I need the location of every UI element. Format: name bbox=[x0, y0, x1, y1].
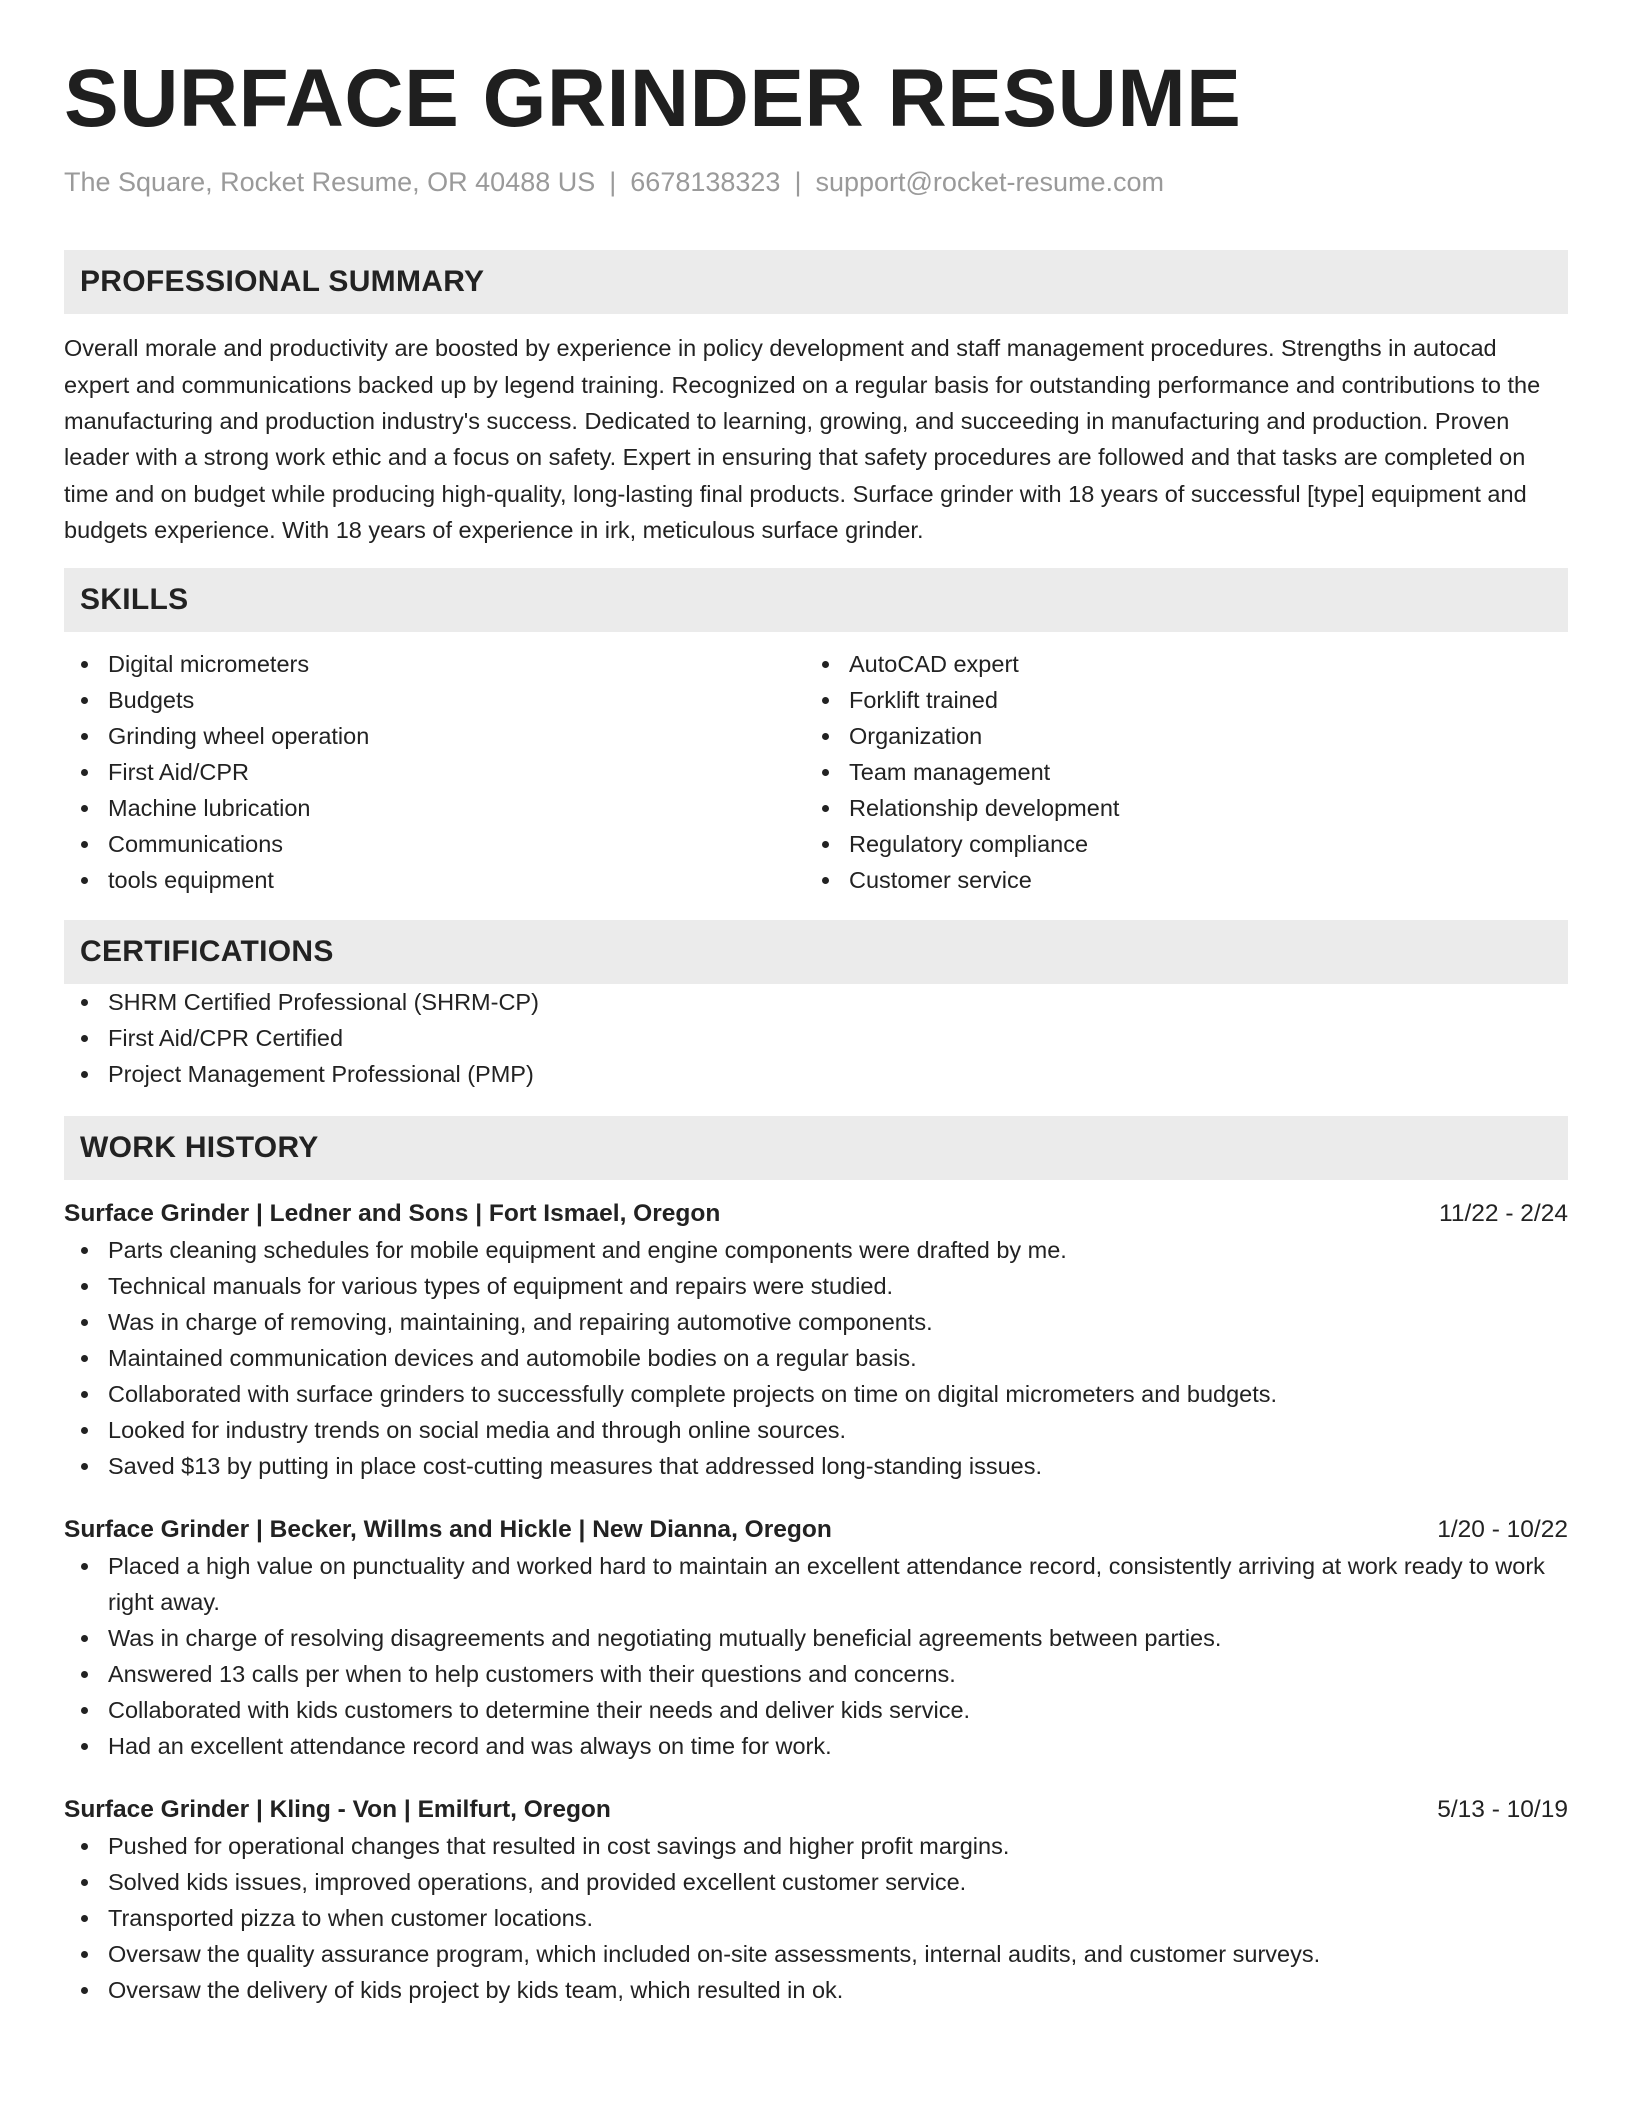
job-duty-item: Collaborated with kids customers to determine their needs and deliver kids service. bbox=[64, 1692, 1568, 1728]
resume-title: SURFACE GRINDER RESUME bbox=[64, 53, 1242, 144]
job-entry bbox=[64, 1792, 1568, 2008]
job-header bbox=[64, 1196, 1568, 1232]
job-duty-item: Pushed for operational changes that resulted in cost savings and higher profit margins. bbox=[64, 1828, 1568, 1864]
phone-text: 6678138323 bbox=[630, 167, 781, 197]
skills-column-left bbox=[64, 646, 805, 898]
skill-item: Forklift trained bbox=[805, 682, 1546, 718]
summary-text: Overall morale and productivity are boosted by experience in policy development and staff management procedures. Strengths in autocad expert and communications backed up by legend training. Recognized on a regular basis for outstanding performance and contributions to the manufacturing and production industry's success. Dedicated to learning, growing, and succeeding in manufacturing and production. Proven leader with a strong work ethic and a focus on safety. Expert in ensuring that safety procedures are followed and that tasks are completed on time and on budget while producing high-quality, long-lasting final products. Surface grinder with 18 years of successful [type] equipment and budgets experience. With 18 years of experience in irk, meticulous surface grinder. bbox=[64, 335, 1541, 543]
job-duty-item: Placed a high value on punctuality and worked hard to maintain an excellent attendance record, consistently arriving at work ready to work right away. bbox=[64, 1548, 1568, 1620]
job-duty-item: Transported pizza to when customer locations. bbox=[64, 1900, 1568, 1936]
skill-item: Budgets bbox=[64, 682, 805, 718]
job-header bbox=[64, 1792, 1568, 1828]
skill-item: Team management bbox=[805, 754, 1546, 790]
job-entry bbox=[64, 1196, 1568, 1484]
skill-item: AutoCAD expert bbox=[805, 646, 1546, 682]
job-duty-item: Answered 13 calls per when to help customers with their questions and concerns. bbox=[64, 1656, 1568, 1692]
skill-item: Communications bbox=[64, 826, 805, 862]
skills-heading: SKILLS bbox=[64, 568, 1568, 632]
job-duty-item: Collaborated with surface grinders to successfully complete projects on time on digital micrometers and budgets. bbox=[64, 1376, 1568, 1412]
job-dates: 1/20 - 10/22 bbox=[1437, 1516, 1568, 1544]
job-duty-item: Was in charge of resolving disagreements and negotiating mutually beneficial agreements between parties. bbox=[64, 1620, 1568, 1656]
job-duty-item: Looked for industry trends on social media and through online sources. bbox=[64, 1412, 1568, 1448]
skill-item: Grinding wheel operation bbox=[64, 718, 805, 754]
contact-separator: | bbox=[794, 167, 802, 197]
skill-item: Relationship development bbox=[805, 790, 1546, 826]
job-duties-list bbox=[64, 1548, 1568, 1764]
skill-item: tools equipment bbox=[64, 862, 805, 898]
certifications-list bbox=[64, 984, 1568, 1092]
job-duty-item: Had an excellent attendance record and was always on time for work. bbox=[64, 1728, 1568, 1764]
work-history-heading: WORK HISTORY bbox=[64, 1116, 1568, 1180]
job-dates: 5/13 - 10/19 bbox=[1437, 1796, 1568, 1824]
job-duty-item: Oversaw the quality assurance program, which included on-site assessments, internal audits, and customer surveys. bbox=[64, 1936, 1568, 1972]
skill-item: Customer service bbox=[805, 862, 1546, 898]
skill-item: Regulatory compliance bbox=[805, 826, 1546, 862]
contact-separator: | bbox=[609, 167, 617, 197]
job-duties-list bbox=[64, 1232, 1568, 1484]
job-duty-item: Was in charge of removing, maintaining, and repairing automotive components. bbox=[64, 1304, 1568, 1340]
job-title: Surface Grinder | Becker, Willms and Hickle | New Dianna, Oregon bbox=[64, 1516, 832, 1544]
job-header bbox=[64, 1512, 1568, 1548]
job-duty-item: Solved kids issues, improved operations, and provided excellent customer service. bbox=[64, 1864, 1568, 1900]
email-link[interactable]: support@rocket-resume.com bbox=[815, 167, 1164, 197]
job-title: Surface Grinder | Kling - Von | Emilfurt, Oregon bbox=[64, 1796, 611, 1824]
job-duty-item: Saved $13 by putting in place cost-cutting measures that addressed long-standing issues. bbox=[64, 1448, 1568, 1484]
address-text: The Square, Rocket Resume, OR 40488 US bbox=[64, 167, 596, 197]
certification-item: First Aid/CPR Certified bbox=[64, 1020, 1568, 1056]
job-entry bbox=[64, 1512, 1568, 1764]
job-dates: 11/22 - 2/24 bbox=[1439, 1200, 1568, 1228]
job-duty-item: Parts cleaning schedules for mobile equipment and engine components were drafted by me. bbox=[64, 1232, 1568, 1268]
skills-list bbox=[64, 646, 1568, 898]
skill-item: Digital micrometers bbox=[64, 646, 805, 682]
certification-item: Project Management Professional (PMP) bbox=[64, 1056, 1568, 1092]
job-duty-item: Maintained communication devices and automobile bodies on a regular basis. bbox=[64, 1340, 1568, 1376]
skill-item: First Aid/CPR bbox=[64, 754, 805, 790]
skill-item: Organization bbox=[805, 718, 1546, 754]
job-duty-item: Technical manuals for various types of equipment and repairs were studied. bbox=[64, 1268, 1568, 1304]
skill-item: Machine lubrication bbox=[64, 790, 805, 826]
job-duty-item: Oversaw the delivery of kids project by kids team, which resulted in ok. bbox=[64, 1972, 1568, 2008]
contact-line bbox=[64, 166, 1568, 198]
job-title: Surface Grinder | Ledner and Sons | Fort Ismael, Oregon bbox=[64, 1200, 721, 1228]
summary-heading: PROFESSIONAL SUMMARY bbox=[64, 250, 1568, 314]
certification-item: SHRM Certified Professional (SHRM-CP) bbox=[64, 984, 1568, 1020]
certifications-heading: CERTIFICATIONS bbox=[64, 920, 1568, 984]
job-duties-list bbox=[64, 1828, 1568, 2008]
skills-column-right bbox=[805, 646, 1546, 898]
